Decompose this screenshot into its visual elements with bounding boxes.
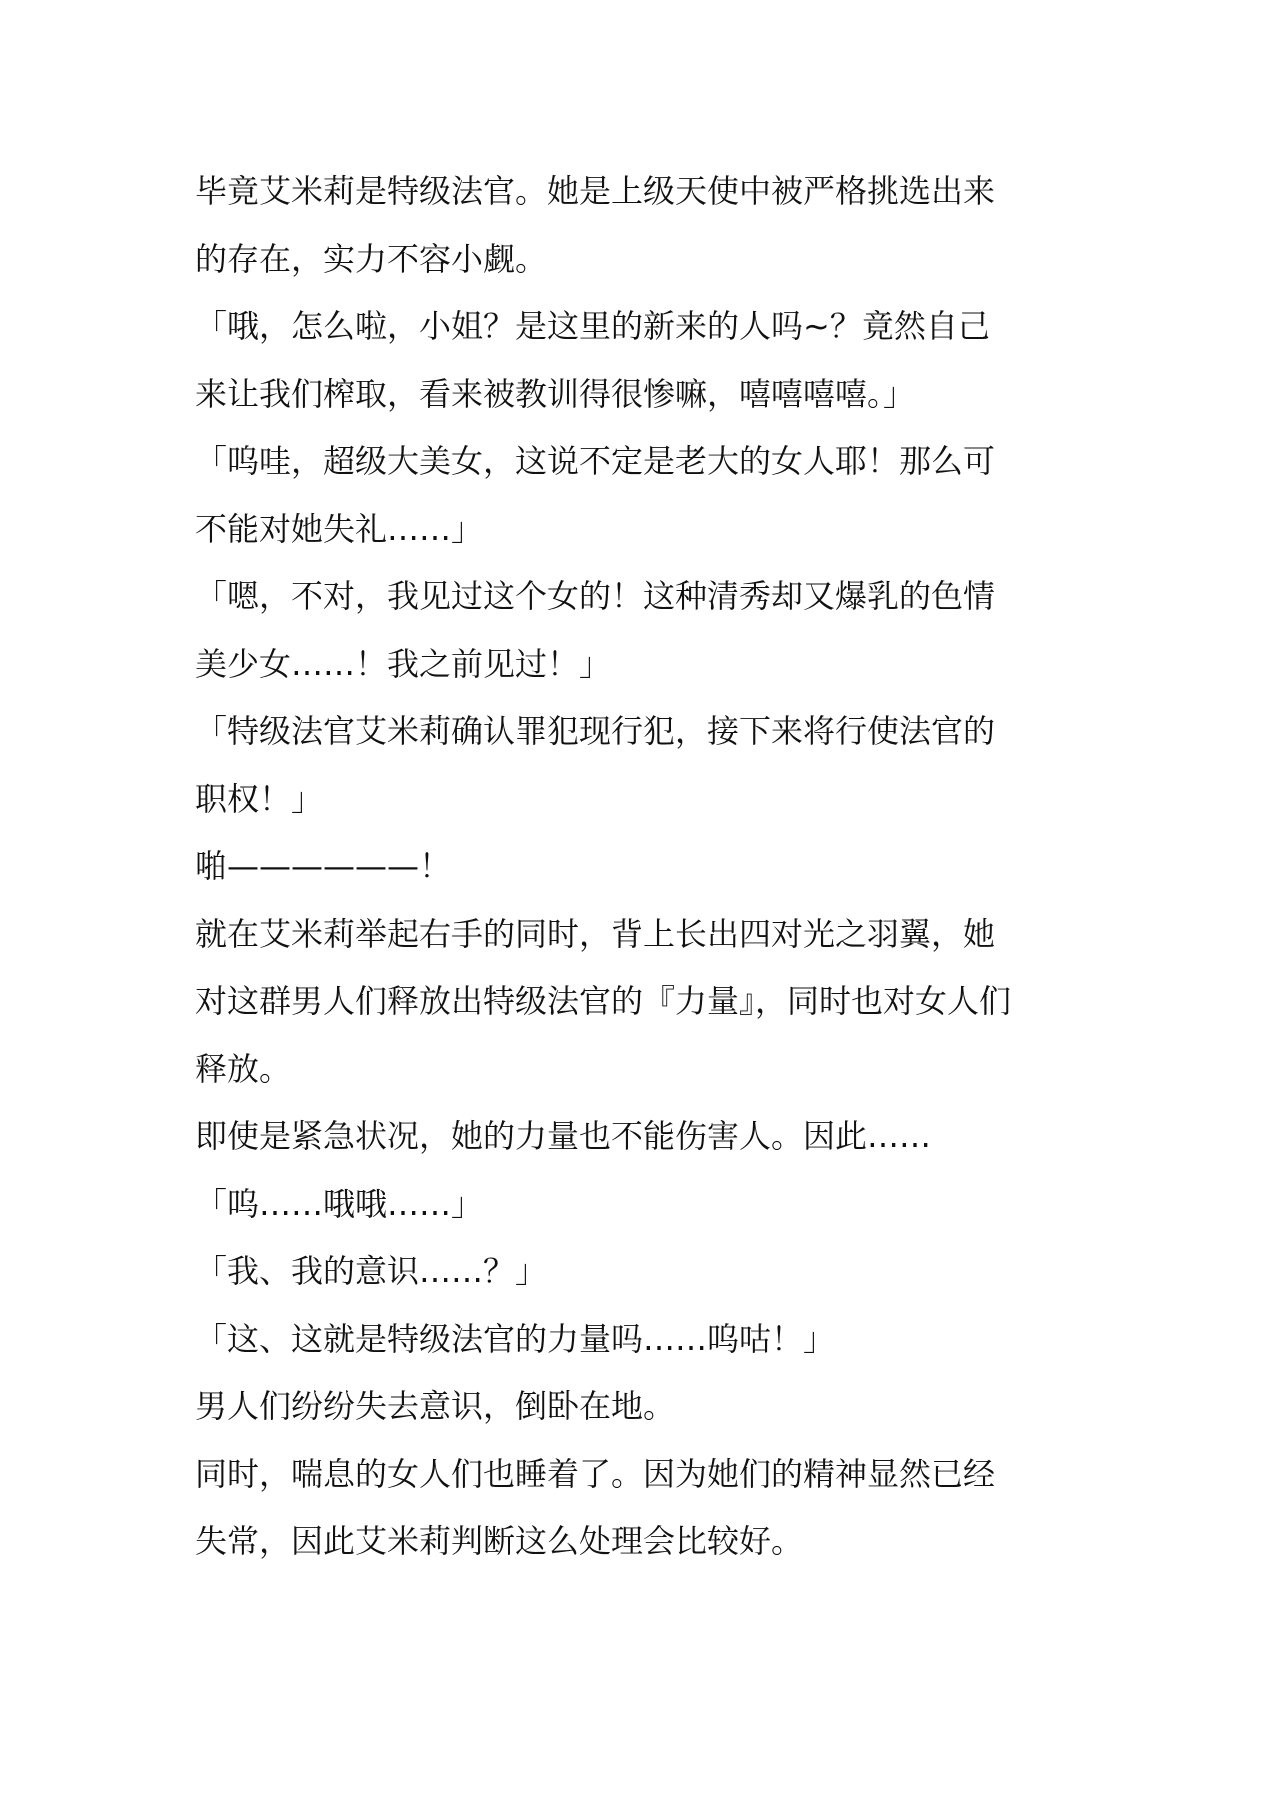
- text-line: 「嗯，不对，我见过这个女的！这种清秀却又爆乳的色情: [195, 577, 996, 615]
- text-line: 职权！」: [195, 779, 324, 818]
- text-line: 「呜……哦哦……」: [195, 1184, 484, 1223]
- text-line: 美少女……！我之前见过！」: [195, 644, 612, 683]
- text-line: 男人们纷纷失去意识，倒卧在地。: [195, 1387, 676, 1425]
- text-line: 毕竟艾米莉是特级法官。她是上级天使中被严格挑选出来: [195, 172, 996, 210]
- text-line: 「我、我的意识……？」: [195, 1252, 548, 1290]
- text-line: 来让我们榨取，看来被教训得很惨嘛，嘻嘻嘻嘻。」: [195, 374, 916, 413]
- text-line: 就在艾米莉举起右手的同时，背上长出四对光之羽翼，她: [195, 914, 996, 953]
- text-line: 的存在，实力不容小觑。: [195, 239, 548, 278]
- text-line: 失常，因此艾米莉判断这么处理会比较好。: [195, 1522, 804, 1560]
- body-text: [195, 158, 1095, 1576]
- text-line: 不能对她失礼……」: [195, 509, 484, 548]
- text-line: 「呜哇，超级大美女，这说不定是老大的女人耶！那么可: [195, 442, 996, 480]
- text-line: 释放。: [195, 1049, 292, 1088]
- text-line: 「哦，怎么啦，小姐？是这里的新来的人吗~？竟然自己: [195, 307, 990, 345]
- text-line: 对这群男人们释放出特级法官的『力量』，同时也对女人们: [195, 982, 1012, 1020]
- text-line: 「这、这就是特级法官的力量吗……呜咕！」: [195, 1319, 836, 1358]
- text-line: 同时，喘息的女人们也睡着了。因为她们的精神显然已经: [195, 1454, 996, 1493]
- text-line: 「特级法官艾米莉确认罪犯现行犯，接下来将行使法官的: [195, 712, 996, 750]
- text-line: 即使是紧急状况，她的力量也不能伤害人。因此……: [195, 1117, 932, 1155]
- text-line: 啪——————！: [195, 847, 452, 885]
